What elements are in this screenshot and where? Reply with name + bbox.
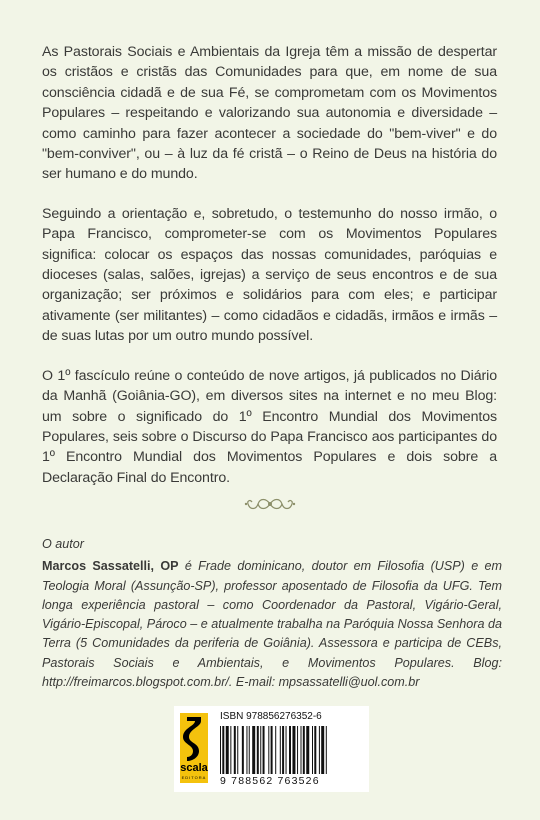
barcode-bar: [222, 726, 224, 774]
barcode-bar: [268, 726, 269, 774]
barcode-bar: [246, 726, 247, 774]
barcode-bar: [242, 726, 244, 774]
barcode-bar: [303, 726, 305, 774]
paragraph-3: O 1º fascículo reúne o conteúdo de nove artigos, já publicados no Diário da Manhã (Goiânia-GO), em diversos sites na internet e no meu Blog: um sobre o significado do 1º Encontro Mundial dos Movimentos Populares, seis sobre o Discurso do Papa Francisco aos participantes do 1º Encontro Mundial dos Movimentos Populares e dois sobre a Declaração Final do Encontro.: [42, 367, 497, 486]
barcode-bar: [220, 726, 221, 774]
publisher-tagline: EDITORA: [181, 775, 207, 780]
barcode-bar: [326, 726, 327, 774]
barcode-bar: [319, 726, 320, 774]
publisher-logo: [180, 713, 208, 783]
paragraph-1: As Pastorais Sociais e Ambientais da Igreja têm a missão de despertar os cristãos e cristãs das Comunidades para que, em nome de sua consciência cidadã e de sua Fé, se comprometam com os Movimentos Populares – respeitando e valorizando sua autonomia e diversidade – como caminho para fazer acontecer a sociedade do "bem-viver" e do "bem-conviver", ou – à luz da fé cristã – o Reino de Deus na história do ser humano e do mundo.: [42, 44, 497, 183]
barcode-bar: [260, 726, 261, 774]
scroll-vine-ornament-icon: [244, 496, 296, 512]
barcode-bar: [282, 726, 284, 774]
barcode-bar: [286, 726, 287, 774]
author-bio-block: [42, 557, 502, 692]
barcode-bar: [297, 726, 298, 774]
barcode-bar: [289, 726, 291, 774]
barcode-bar: [314, 726, 316, 774]
isbn-digits: 9 788562 763526: [220, 775, 320, 787]
author-bio: é Frade dominicano, doutor em Filosofia (USP) e em Teologia Moral (Assunção-SP), professor aposentado de Filosofia da UFG. Tem longa experiência pastoral – como Coordenador da Pastoral, Vigário-Geral, Vigário-Episcopal, Pároco – e atualmente trabalha na Paróquia Nossa Senhora da Terra (5 Comunidades da periferia de Goiânia). Assessora e participa de CEBs, Pastorais Sociais e Ambientais, e Movimentos Populares. Blog: http://freimarcos.blogspot.com.br/. E-mail: mpsassatelli@uol.com.br: [42, 559, 502, 690]
barcode-bar: [263, 726, 265, 774]
author-name: Marcos Sassatelli, OP: [42, 559, 179, 574]
barcode-bar: [292, 726, 295, 774]
publisher-s-mark-icon: [183, 717, 205, 761]
barcode-bar: [306, 726, 309, 774]
barcode-bar: [230, 726, 231, 774]
paragraph-2: Seguindo a orientação e, sobretudo, o testemunho do nosso irmão, o Papa Francisco, comprometer-se com os Movimentos Populares significa: colocar os espaços das nossas comunidades, paróquias e dioceses (salas, salões, igrejas) a serviço de seus encontros e de sua organização; ser próximos e solidários para com eles; e participar ativamente (ser militantes) – como cidadãos e cidadãs, irmãos e irmãs – de suas lutas por um outro mundo possível.: [42, 205, 497, 345]
barcode-bar: [234, 726, 236, 774]
barcode-bar: [312, 726, 313, 774]
author-section: [42, 535, 502, 692]
barcode-bar: [275, 726, 276, 774]
author-heading: O autor: [42, 537, 84, 551]
barcode-bar: [280, 726, 281, 774]
barcode-bar: [257, 726, 259, 774]
isbn-label: ISBN 978856276352-6: [220, 711, 322, 722]
isbn-barcode-box: [174, 706, 369, 792]
barcode-bar: [301, 726, 302, 774]
barcode-bar: [226, 726, 229, 774]
barcode: [220, 726, 360, 774]
barcode-bar: [252, 726, 255, 774]
barcode-bar: [271, 726, 273, 774]
publisher-name: scala: [180, 762, 208, 774]
synopsis-text: [42, 42, 497, 507]
barcode-bar: [321, 726, 324, 774]
barcode-bar: [249, 726, 250, 774]
barcode-bar: [237, 726, 238, 774]
